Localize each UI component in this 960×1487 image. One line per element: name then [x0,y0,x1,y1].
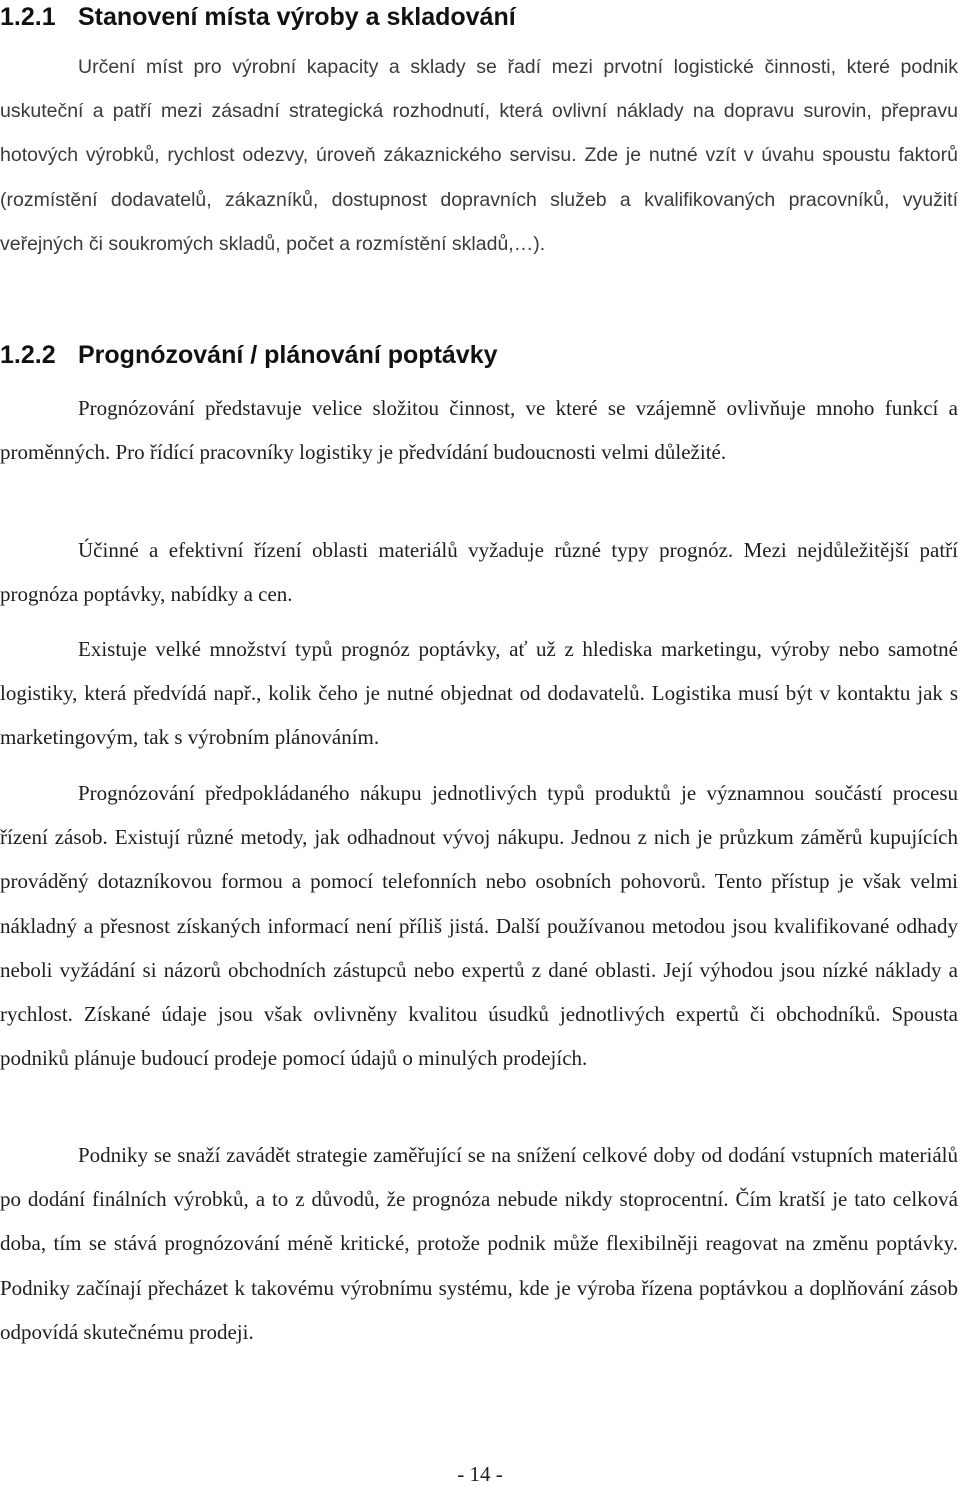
section-heading-1-2-2 [0,340,498,370]
paragraph-forecasting-intro: Prognózování představuje velice složitou činnost, ve které se vzájemně ovlivňuje mnoho funkcí a proměnných. Pro řídící pracovníky logistiky je předvídání budoucnosti velmi důležité. [0,396,958,465]
section-number: 1.2.2 [0,341,56,369]
section-title: Stanovení místa výroby a skladování [78,3,516,31]
paragraph-lead-time-strategies: Podniky se snaží zavádět strategie zaměřující se na snížení celkové doby od dodání vstupních materiálů po dodání finálních výrobků, a to z důvodů, že prognóza nebude nikdy stoprocentní. Čím kratší je tato celková doba, tím se stává prognózování méně kritické, protože podnik může flexibilněji reagovat na změnu poptávky. Podniky začínají přecházet k takovému výrobnímu systému, kde je výroba řízena poptávkou a doplňování zásob odpovídá skutečnému prodeji. [0,1143,958,1344]
paragraph-location: Určení míst pro výrobní kapacity a sklady se řadí mezi prvotní logistické činnosti, které podnik uskuteční a patří mezi zásadní strategická rozhodnutí, která ovlivní náklady na dopravu surovin, přepravu hotových výrobků, rychlost odezvy, úroveň zákaznického servisu. Zde je nutné vzít v úvahu spoustu faktorů (rozmístění dodavatelů, zákazníků, dostupnost dopravních služeb a kvalifikovaných pracovníků, využití veřejných či soukromých skladů, počet a rozmístění skladů,…). [0,56,958,255]
section-number: 1.2.1 [0,3,56,31]
paragraph-demand-forecasts: Existuje velké množství typů prognóz poptávky, ať už z hlediska marketingu, výroby nebo samotné logistiky, která předvídá např., kolik čeho je nutné objednat od dodavatelů. Logistika musí být v kontaktu jak s marketingovým, tak s výrobním plánováním. [0,637,958,750]
paragraph-forecast-types: Účinné a efektivní řízení oblasti materiálů vyžaduje různé typy prognóz. Mezi nejdůležitější patří prognóza poptávky, nabídky a cen. [0,538,958,607]
paragraph-purchase-forecasting: Prognózování předpokládaného nákupu jednotlivých typů produktů je významnou součástí procesu řízení zásob. Existují různé metody, jak odhadnout vývoj nákupu. Jednou z nich je průzkum záměrů kupujících prováděný dotazníkovou formou a pomocí telefonních nebo osobních pohovorů. Tento přístup je však velmi nákladný a přesnost získaných informací není příliš jistá. Další používanou metodou jsou kvalifikované odhady neboli vyžádání si názorů obchodních zástupců nebo expertů z dané oblasti. Její výhodou jsou nízké náklady a rychlost. Získané údaje jsou však ovlivněny kvalitou úsudků jednotlivých expertů či obchodníků. Spousta podniků plánuje budoucí prodeje pomocí údajů o minulých prodejích. [0,781,958,1071]
page-number: - 14 - [457,1462,503,1486]
section-title: Prognózování / plánování poptávky [78,341,498,369]
section-heading-1-2-1 [0,2,516,32]
